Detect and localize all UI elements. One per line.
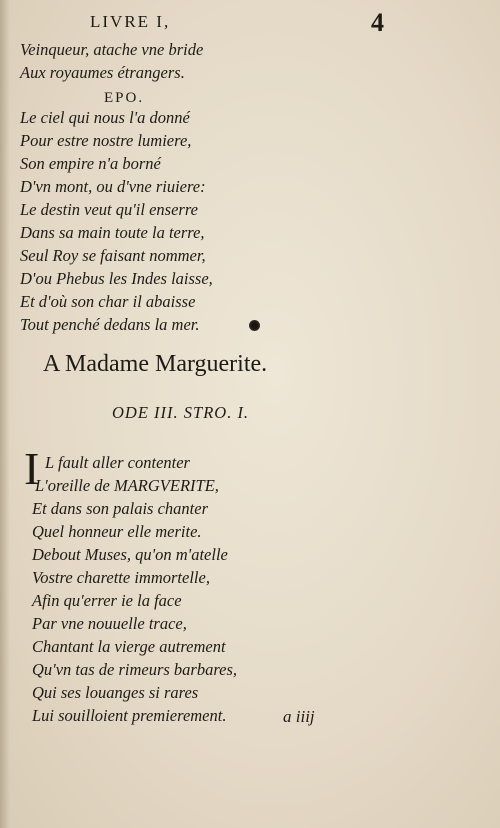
verse-line: Quel honneur elle merite. (32, 522, 202, 541)
verse-line: Dans sa main toute la terre, (20, 223, 205, 242)
verse-line: Le destin veut qu'il enserre (20, 200, 198, 219)
verse-line: Qui ses louanges si rares (32, 683, 199, 702)
page-gutter-shadow (0, 0, 10, 828)
verse-line: Son empire n'a borné (20, 154, 161, 173)
signature-mark: a iiij (283, 707, 315, 726)
verse-line: D'ou Phebus les Indes laisse, (20, 269, 213, 288)
verse-line: Qu'vn tas de rimeurs barbares, (32, 660, 238, 679)
verse-line: Afin qu'errer ie la face (32, 591, 182, 610)
verse-line: Pour estre nostre lumiere, (20, 131, 192, 150)
verse-line: Tout penché dedans la mer. (20, 315, 200, 334)
drop-cap: I (24, 443, 40, 494)
ode-heading: ODE III. STRO. I. (112, 403, 250, 422)
verse-line: Lui souilloient premierement. (32, 706, 227, 725)
verse-line: Veinqueur, atache vne bride (20, 40, 204, 59)
verse-line: L'oreille de MARGVERITE, (35, 476, 219, 495)
verse-line: L fault aller contenter (45, 453, 190, 472)
ink-blot (249, 320, 260, 331)
verse-line: D'vn mont, ou d'vne riuiere: (20, 177, 206, 196)
verse-line: Par vne nouuelle trace, (32, 614, 187, 633)
epode-label: EPO. (104, 90, 145, 106)
page-number: 4 (371, 8, 384, 37)
verse-line: Debout Muses, qu'on m'atelle (32, 545, 228, 564)
verse-line: Le ciel qui nous l'a donné (20, 108, 190, 127)
verse-line: Aux royaumes étrangers. (20, 63, 185, 82)
verse-line: Chantant la vierge autrement (32, 637, 226, 656)
verse-line: Seul Roy se faisant nommer, (20, 246, 206, 265)
poem-title: A Madame Marguerite. (43, 351, 268, 377)
verse-line: Vostre charette immortelle, (32, 568, 210, 587)
verse-line: Et dans son palais chanter (32, 499, 208, 518)
verse-line: Et d'où son char il abaisse (20, 292, 196, 311)
running-title: LIVRE I, (90, 12, 171, 31)
